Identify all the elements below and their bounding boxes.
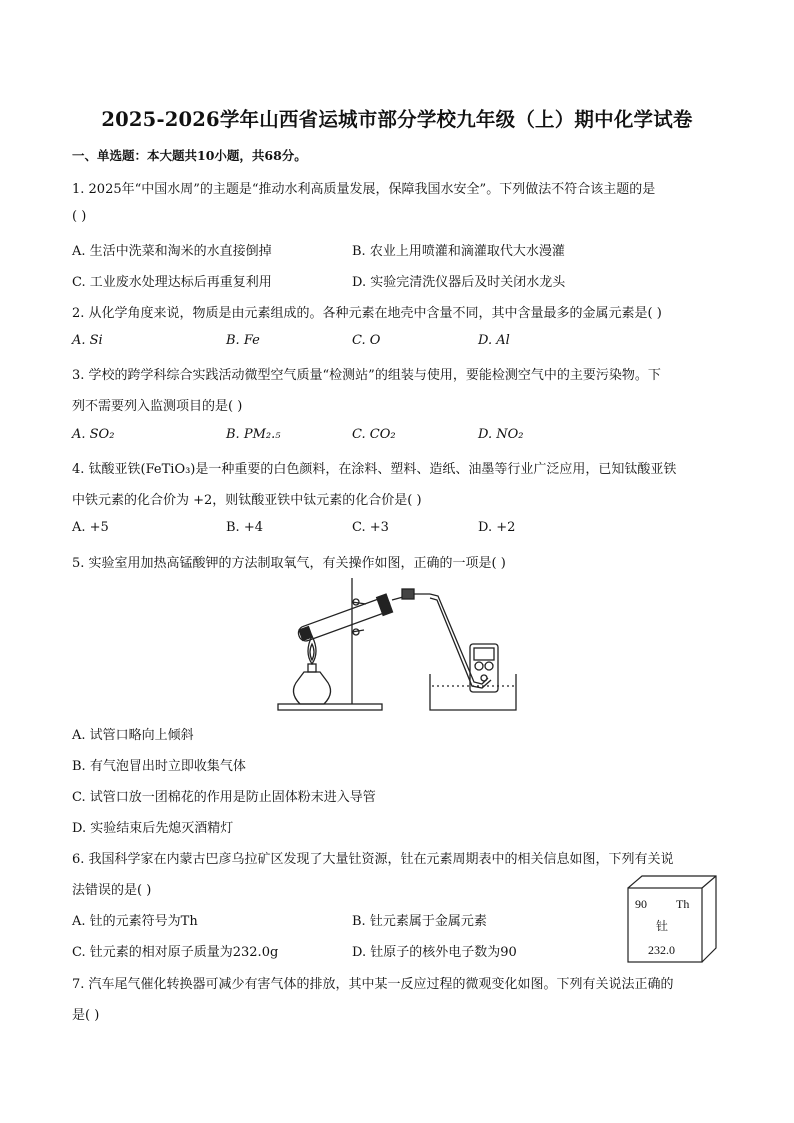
q3-option-a[interactable]: A. SO₂: [72, 427, 115, 442]
q2-option-b[interactable]: B. Fe: [226, 333, 260, 348]
element-number: 90: [635, 897, 647, 911]
q4-stem-line2: 中铁元素的化合价为 +2，则钛酸亚铁中钛元素的化合价是( ): [72, 493, 422, 508]
q3-option-d[interactable]: D. NO₂: [478, 427, 524, 442]
q4-option-a[interactable]: A. +5: [72, 520, 109, 535]
q6-option-c[interactable]: C. 钍元素的相对原子质量为232.0g: [72, 945, 279, 960]
q6-stem-line2: 法错误的是( ): [72, 883, 152, 898]
q1-option-a[interactable]: A. 生活中洗菜和淘米的水直接倒掉: [72, 244, 272, 259]
q5-option-a[interactable]: A. 试管口略向上倾斜: [72, 728, 194, 743]
q7-stem-line1: 7. 汽车尾气催化转换器可减少有害气体的排放，其中某一反应过程的微观变化如图。下列有关说法正确的: [72, 977, 674, 992]
q5-option-d[interactable]: D. 实验结束后先熄灭酒精灯: [72, 821, 234, 836]
q4-option-b[interactable]: B. +4: [226, 520, 263, 535]
q6-option-b[interactable]: B. 钍元素属于金属元素: [352, 914, 487, 929]
q3-option-b[interactable]: B. PM₂.₅: [226, 427, 281, 442]
q2-stem-line1: 2. 从化学角度来说，物质是由元素组成的。各种元素在地壳中含量不同，其中含量最多的金属元素是( ): [72, 306, 662, 321]
q7-stem-line2: 是( ): [72, 1008, 100, 1023]
q2-option-c[interactable]: C. O: [352, 333, 381, 348]
q1-stem-line2: ( ): [72, 209, 87, 224]
exam-title: 2025-2026学年山西省运城市部分学校九年级（上）期中化学试卷: [101, 108, 693, 131]
stand-base: [278, 704, 382, 710]
q4-option-c[interactable]: C. +3: [352, 520, 389, 535]
q3-stem-line1: 3. 学校的跨学科综合实践活动微型空气质量“检测站”的组装与使用，要能检测空气中的主要污染物。下: [72, 368, 661, 383]
q1-option-d[interactable]: D. 实验完清洗仪器后及时关闭水龙头: [352, 275, 566, 290]
element-name: 钍: [656, 919, 669, 933]
element-symbol: Th: [676, 897, 690, 911]
q6-option-a[interactable]: A. 钍的元素符号为Th: [72, 914, 198, 929]
q5-option-b[interactable]: B. 有气泡冒出时立即收集气体: [72, 759, 246, 774]
q4-option-d[interactable]: D. +2: [478, 520, 516, 535]
q6-option-d[interactable]: D. 钍原子的核外电子数为90: [352, 945, 517, 960]
q2-option-d[interactable]: D. Al: [478, 333, 510, 348]
q2-option-a[interactable]: A. Si: [72, 333, 103, 348]
q1-stem-line1: 1. 2025年“中国水周”的主题是“推动水利高质量发展，保障我国水安全”。下列做法不符合该主题的是: [72, 182, 656, 197]
q4-stem-line1: 4. 钛酸亚铁(FeTiO₃)是一种重要的白色颜料，在涂料、塑料、造纸、油墨等行业广泛应用，已知钛酸亚铁: [72, 462, 677, 477]
section-heading: 一、单选题：本大题共10小题，共68分。: [72, 148, 307, 163]
element-mass: 232.0: [648, 943, 675, 957]
q6-stem-line1: 6. 我国科学家在内蒙古巴彦乌拉矿区发现了大量钍资源，钍在元素周期表中的相关信息如图，下列有关说: [72, 852, 674, 867]
q1-option-c[interactable]: C. 工业废水处理达标后再重复利用: [72, 275, 272, 290]
q1-option-b[interactable]: B. 农业上用喷灌和滴灌取代大水漫灌: [352, 244, 565, 259]
q5-option-c[interactable]: C. 试管口放一团棉花的作用是防止固体粉末进入导管: [72, 790, 376, 805]
oxygen-apparatus-diagram: [274, 574, 524, 716]
q5-stem-line1: 5. 实验室用加热高锰酸钾的方法制取氧气，有关操作如图，正确的一项是( ): [72, 556, 506, 571]
q3-stem-line2: 列不需要列入监测项目的是( ): [72, 399, 243, 414]
q3-option-c[interactable]: C. CO₂: [352, 427, 396, 442]
thorium-element-card: [626, 874, 718, 964]
alcohol-lamp: [293, 672, 330, 704]
